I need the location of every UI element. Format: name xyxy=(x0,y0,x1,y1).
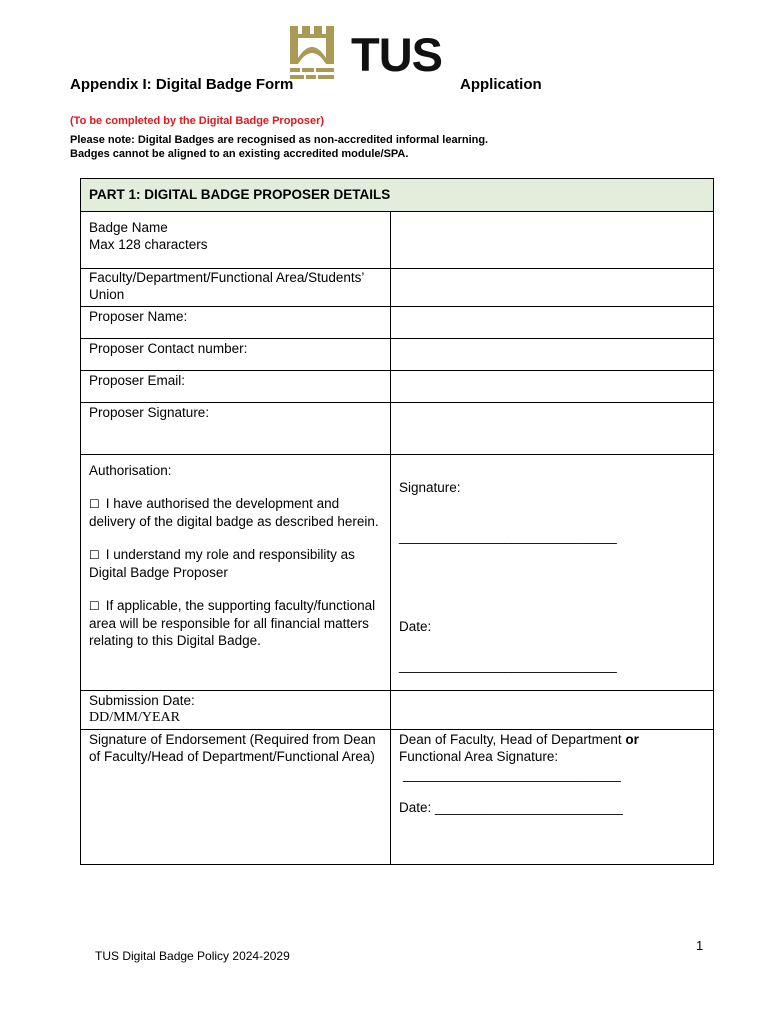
authorisation-signature-cell[interactable] xyxy=(391,455,714,691)
dean-label-text-2: Functional Area Signature: xyxy=(399,749,559,764)
section-heading: PART 1: DIGITAL BADGE PROPOSER DETAILS xyxy=(81,179,714,212)
authorisation-item-2 xyxy=(89,546,382,581)
checkbox-icon[interactable]: ☐ xyxy=(89,599,100,613)
submission-date-field[interactable] xyxy=(391,691,714,730)
proposer-signature-field[interactable] xyxy=(391,403,714,455)
authorisation-date-label: Date: xyxy=(399,619,432,634)
email-label: Proposer Email: xyxy=(81,371,391,403)
authorisation-item-3-text: If applicable, the supporting faculty/functional area will be responsible for all financial matters relating to this Digital Badge. xyxy=(89,598,376,648)
form-note xyxy=(70,133,690,161)
dean-signature-label xyxy=(399,731,705,765)
dean-date-label: Date: xyxy=(399,800,432,815)
proposer-details-table xyxy=(80,178,714,865)
dean-label-or: or xyxy=(625,732,639,747)
authorisation-item-1-text: I have authorised the development and delivery of the digital badge as described herein. xyxy=(89,496,379,529)
dean-signature-line: _____________________________ xyxy=(403,767,621,782)
authorisation-signature-label: Signature: xyxy=(399,480,461,495)
proposer-signature-label: Proposer Signature: xyxy=(81,403,391,455)
authorisation-cell xyxy=(81,455,391,691)
tus-logo xyxy=(287,24,451,84)
form-title: Appendix I: Digital Badge Form xyxy=(70,76,294,93)
submission-date-format: DD/MM/YEAR xyxy=(89,710,181,725)
form-title-suffix: Application xyxy=(460,76,542,93)
page-number: 1 xyxy=(696,938,704,953)
dean-date-line: _________________________ xyxy=(435,800,623,815)
checkbox-icon[interactable]: ☐ xyxy=(89,497,100,511)
checkbox-icon[interactable]: ☐ xyxy=(89,548,100,562)
endorsement-signature-cell[interactable] xyxy=(391,730,714,865)
footer-policy: TUS Digital Badge Policy 2024-2029 xyxy=(95,949,290,963)
badge-name-hint: Max 128 characters xyxy=(89,237,208,252)
proposer-name-label: Proposer Name: xyxy=(81,307,391,339)
note-line-1: Please note: Digital Badges are recognised as non-accredited informal learning. xyxy=(70,134,489,146)
logo-text: TUS xyxy=(351,28,442,81)
authorisation-date-line: _____________________________ xyxy=(399,658,617,673)
badge-name-field[interactable] xyxy=(391,212,714,269)
authorisation-item-1 xyxy=(89,495,382,530)
endorsement-label: Signature of Endorsement (Required from Dean of Faculty/Head of Department/Functional Area) xyxy=(81,730,391,865)
contact-number-label: Proposer Contact number: xyxy=(81,339,391,371)
castle-icon xyxy=(287,24,347,84)
authorisation-signature-line: _____________________________ xyxy=(399,529,617,544)
note-line-2: Badges cannot be aligned to an existing accredited module/SPA. xyxy=(70,148,409,160)
dean-date-row xyxy=(399,799,705,816)
badge-name-label-cell xyxy=(81,212,391,269)
faculty-field[interactable] xyxy=(391,269,714,307)
authorisation-heading: Authorisation: xyxy=(89,463,172,478)
submission-date-label: Submission Date: xyxy=(89,693,195,708)
badge-name-label: Badge Name xyxy=(89,220,168,235)
dean-label-text: Dean of Faculty, Head of Department xyxy=(399,732,626,747)
contact-number-field[interactable] xyxy=(391,339,714,371)
submission-date-cell xyxy=(81,691,391,730)
email-field[interactable] xyxy=(391,371,714,403)
authorisation-item-3 xyxy=(89,597,382,649)
proposer-name-field[interactable] xyxy=(391,307,714,339)
authorisation-item-2-text: I understand my role and responsibility as Digital Badge Proposer xyxy=(89,547,355,580)
faculty-label: Faculty/Department/Functional Area/Students’ Union xyxy=(81,269,391,307)
form-subtitle: (To be completed by the Digital Badge Proposer) xyxy=(70,115,325,127)
